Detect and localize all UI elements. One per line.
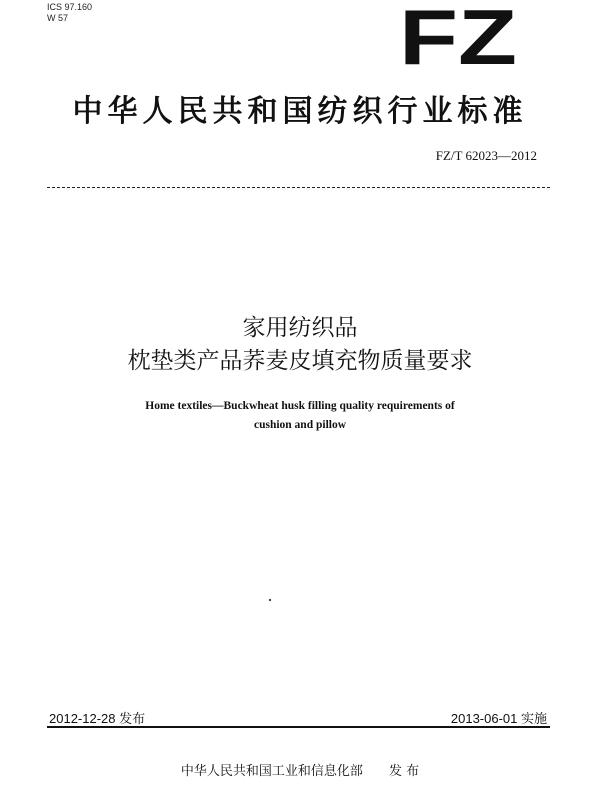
fz-logo xyxy=(398,4,518,68)
issuer-action: 发 布 xyxy=(388,764,420,779)
classification-codes xyxy=(47,2,92,24)
english-title-line-2: cushion and pillow xyxy=(253,419,347,431)
standard-name: 中华人民共和国纺织行业标准 xyxy=(72,94,528,129)
chinese-title-line-1: 家用纺织品 xyxy=(242,315,358,341)
english-title xyxy=(0,397,600,435)
english-title-line-1: Home textiles—Buckwheat husk filling quality requirements of xyxy=(145,400,455,412)
footer-divider xyxy=(47,726,550,728)
chinese-title-line-2: 枕垫类产品荞麦皮填充物质量要求 xyxy=(127,348,473,374)
issuer-name: 中华人民共和国工业和信息化部 xyxy=(180,764,363,779)
issuer-line xyxy=(0,760,600,779)
ics-code: ICS 97.160 xyxy=(47,2,93,12)
scan-speck xyxy=(269,599,271,601)
header-divider xyxy=(47,187,550,188)
release-date: 2012-12-28 发布 xyxy=(49,711,146,726)
standard-code: FZ/T 62023—2012 xyxy=(435,148,537,163)
ccs-code: W 57 xyxy=(47,13,69,23)
implementation-date: 2013-06-01 实施 xyxy=(450,711,547,726)
fz-logo-text: FZ xyxy=(399,4,517,68)
